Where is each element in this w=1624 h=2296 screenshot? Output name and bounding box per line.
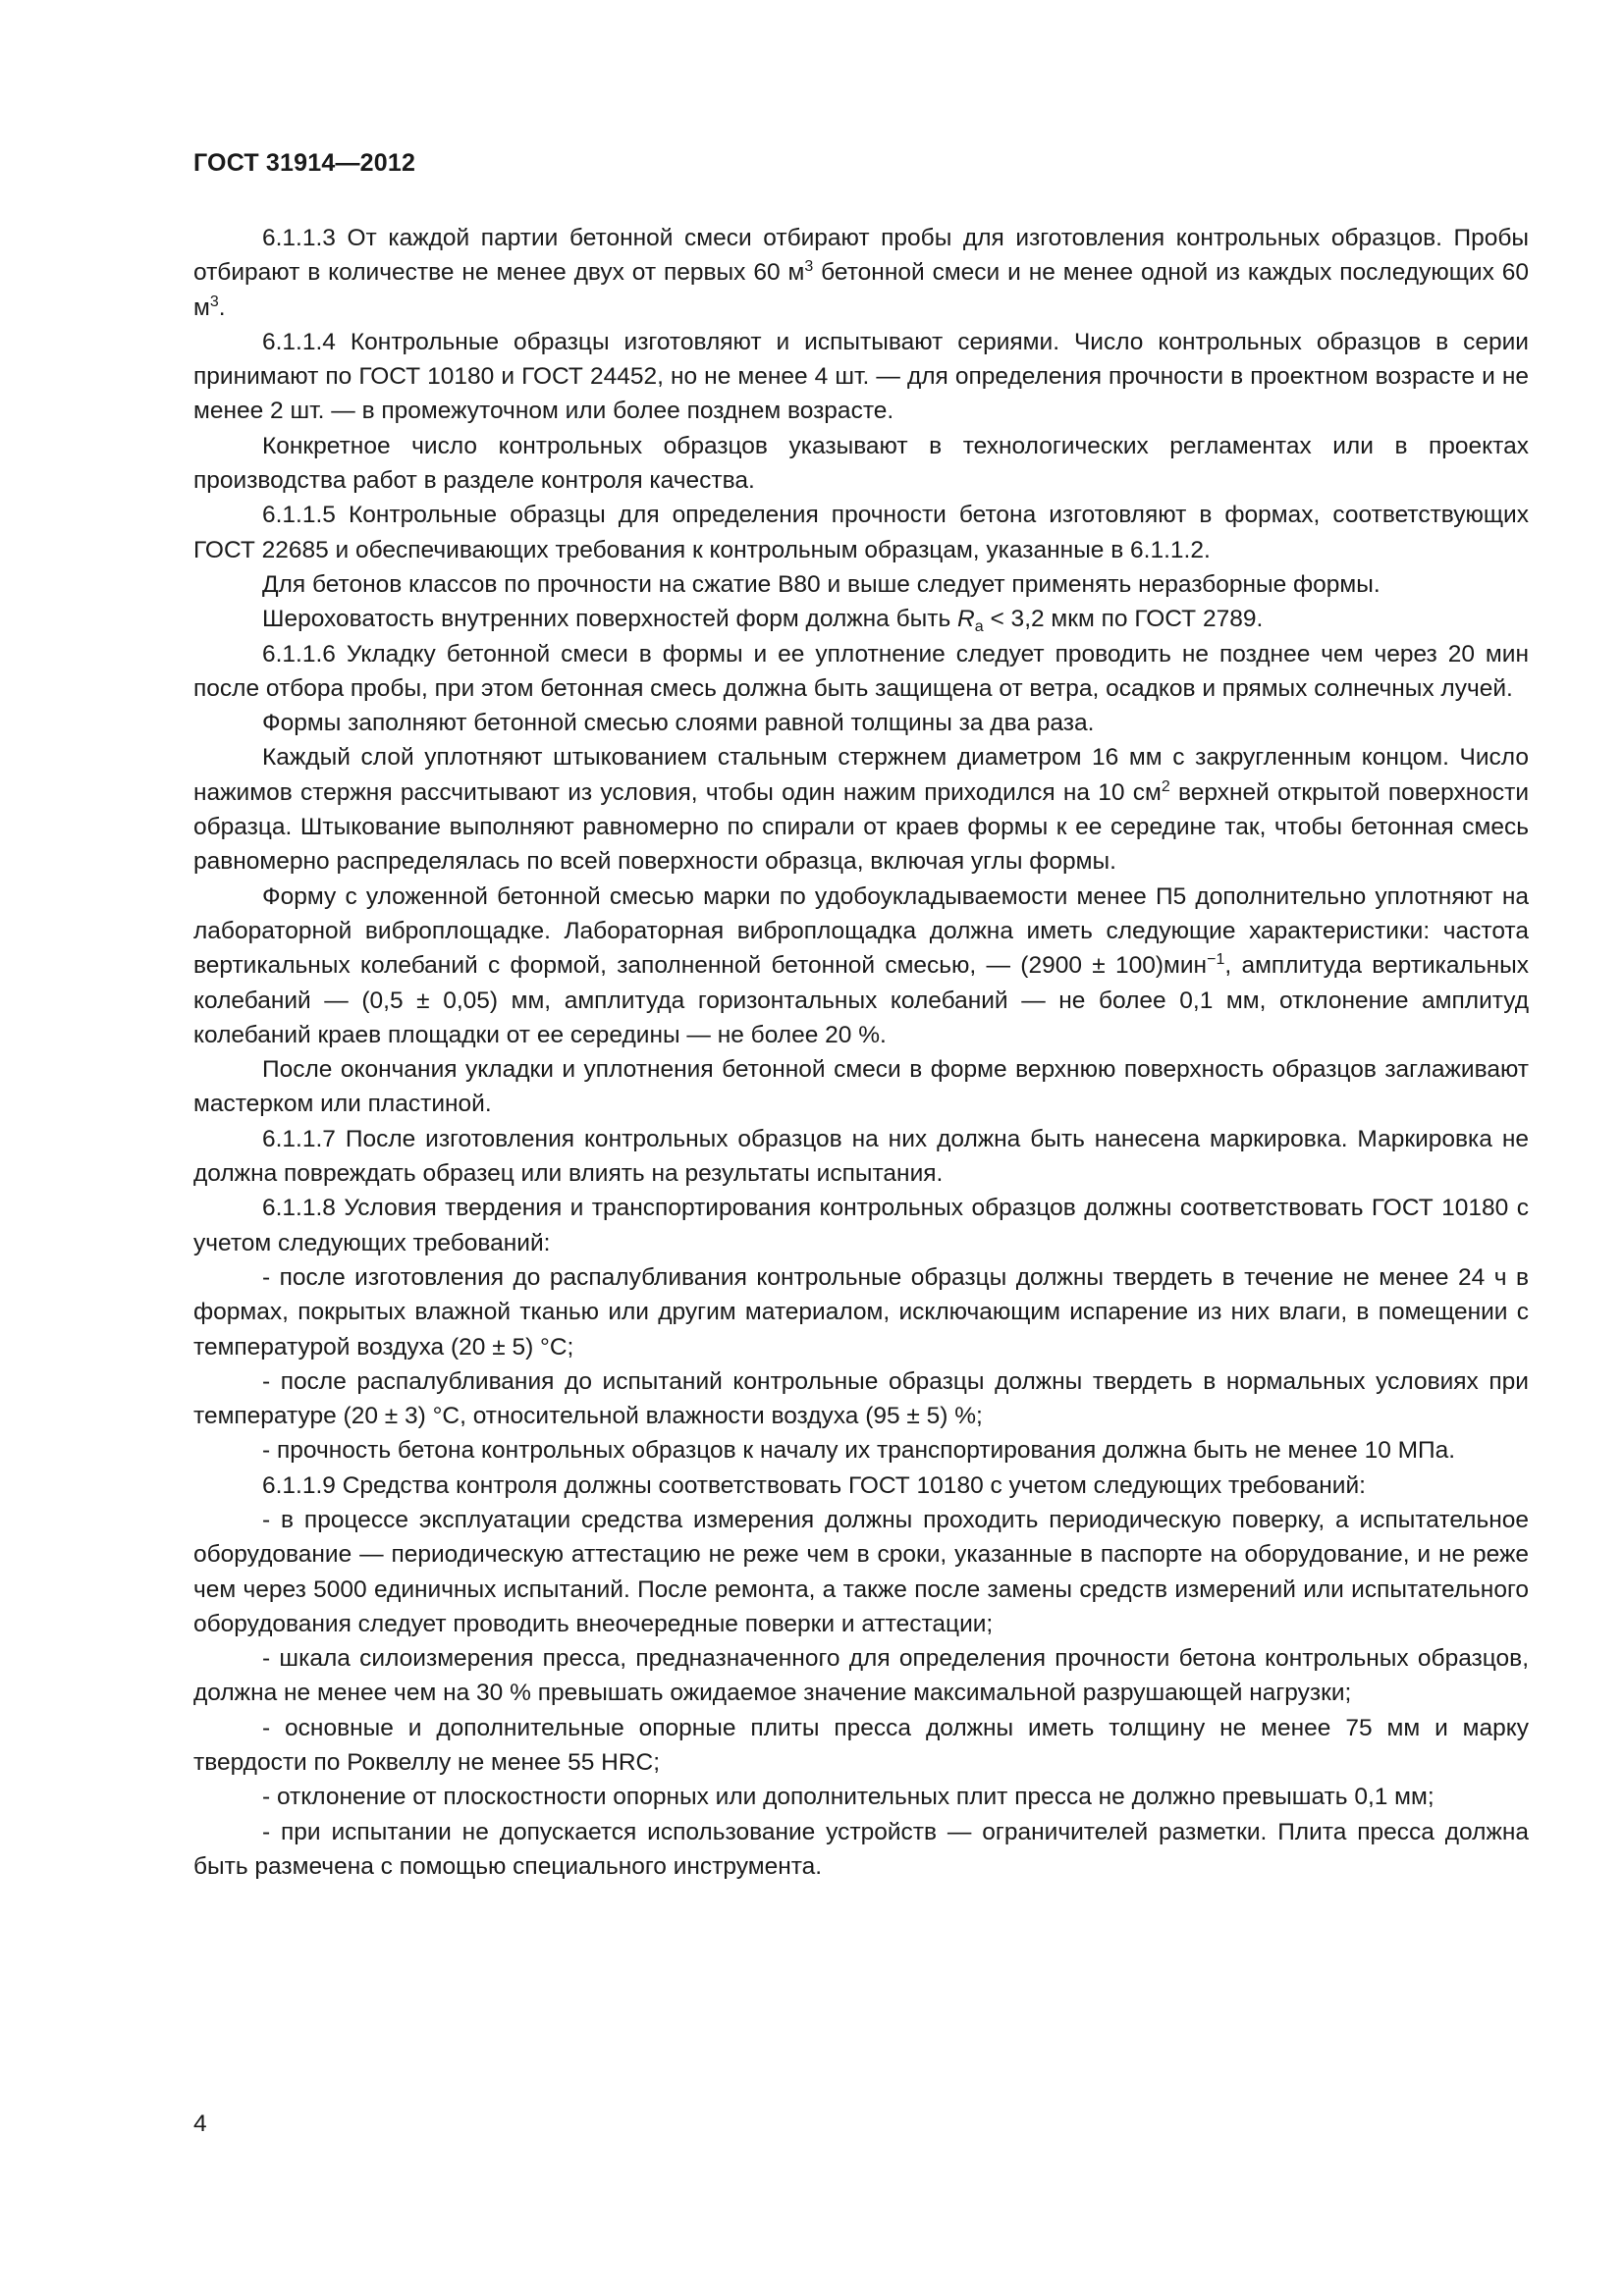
list-item: - отклонение от плоскостности опорных или дополнительных плит пресса не должно превышать 0,1 мм; — [262, 1784, 1435, 1811]
paragraph-6-1-1-7: 6.1.1.7 После изготовления контрольных образцов на них должна быть нанесена маркировка. Маркировка не должна повреждать образец или влиять на результаты испытания. — [193, 1125, 1529, 1188]
paragraph-6-1-1-8: 6.1.1.8 Условия твердения и транспортирования контрольных образцов должны соответствовать ГОСТ 10180 с учетом следующих требований: — [193, 1195, 1529, 1256]
paragraph-text: . — [218, 294, 226, 321]
document-header: ГОСТ 31914—2012 — [193, 149, 416, 177]
document-body — [193, 221, 1529, 1884]
paragraph-text: Каждый слой уплотняют штыкованием стальным стержнем диаметром 16 мм с закругленным концом. Число нажимов стержня рассчитывают из условия, чтобы один нажим приходился на 10 см — [193, 744, 1529, 806]
page-number: 4 — [193, 2110, 207, 2137]
subscript: a — [974, 618, 984, 636]
paragraph-6-1-1-3 — [193, 221, 1529, 325]
list-item: - прочность бетона контрольных образцов к началу их транспортирования должна быть не менее 10 МПа. — [262, 1437, 1456, 1465]
paragraph: Для бетонов классов по прочности на сжатие В80 и выше следует применять неразборные формы. — [262, 570, 1380, 598]
symbol-r: R — [957, 606, 975, 633]
paragraph: Формы заполняют бетонной смесью слоями равной толщины за два раза. — [262, 710, 1095, 737]
superscript: 3 — [209, 293, 219, 310]
list-item: - после изготовления до распалубливания контрольные образцы должны твердеть в течение не менее 24 ч в формах, покрытых влажной тканью или другим материалом, исключающим испарение из них влаги, в помещении с температурой воздуха (20 ± 5) °С; — [193, 1263, 1529, 1361]
list-item: - после распалубливания до испытаний контрольные образцы должны твердеть в нормальных условиях при температуре (20 ± 3) °С, относительной влажности воздуха (95 ± 5) %; — [193, 1367, 1529, 1430]
paragraph-text: бетонной смеси и не менее одной из каждых последующих 60 м — [193, 259, 1529, 321]
paragraph-rodding — [193, 740, 1529, 879]
paragraph-text: 6.1.1.3 От каждой партии бетонной смеси отбирают пробы для изготовления контрольных образцов. Пробы отбирают в количестве не менее двух от первых 60 м — [193, 225, 1529, 287]
paragraph-text: < 3,2 мкм по ГОСТ 2789. — [983, 606, 1264, 633]
paragraph-text: Шероховатость внутренних поверхностей форм должна быть — [262, 606, 958, 633]
paragraph-roughness — [193, 602, 1529, 636]
paragraph-6-1-1-6: 6.1.1.6 Укладку бетонной смеси в формы и ее уплотнение следует проводить не позднее чем через 20 мин после отбора пробы, при этом бетонная смесь должна быть защищена от ветра, осадков и прямых солнечных лучей. — [193, 640, 1529, 702]
paragraph-6-1-1-5: 6.1.1.5 Контрольные образцы для определения прочности бетона изготовляют в формах, соответствующих ГОСТ 22685 и обеспечивающих требования к контрольным образцам, указанные в 6.1.1.2. — [193, 502, 1529, 563]
list-item: - при испытании не допускается использование устройств — ограничителей разметки. Плита пресса должна быть размечена с помощью специального инструмента. — [193, 1818, 1529, 1880]
paragraph-vibration — [193, 880, 1529, 1052]
paragraph-text: верхней открытой поверхности образца. Штыкование выполняют равномерно по спирали от краев формы к ее середине так, чтобы бетонная смесь равномерно распределялась по всей поверхности образца, включая углы формы. — [193, 778, 1530, 876]
paragraph: Конкретное число контрольных образцов указывают в технологических регламентах или в проектах производства работ в разделе контроля качества. — [193, 432, 1529, 495]
paragraph-6-1-1-4: 6.1.1.4 Контрольные образцы изготовляют и испытывают сериями. Число контрольных образцов в серии принимают по ГОСТ 10180 и ГОСТ 24452, но не менее 4 шт. — для определения прочности в проектном возрасте и не менее 2 шт. — в промежуточном или более позднем возрасте. — [193, 328, 1529, 425]
paragraph-text: , амплитуда вертикальных колебаний — (0,5 ± 0,05) мм, амплитуда горизонтальных колебаний — не более 0,1 мм, отклонение амплитуд колебаний краев площадки от ее середины — не более 20 %. — [193, 952, 1529, 1048]
paragraph-6-1-1-9: 6.1.1.9 Средства контроля должны соответствовать ГОСТ 10180 с учетом следующих требований: — [262, 1471, 1366, 1499]
superscript: −1 — [1207, 951, 1225, 969]
paragraph: После окончания укладки и уплотнения бетонной смеси в форме верхнюю поверхность образцов заглаживают мастерком или пластиной. — [193, 1056, 1529, 1118]
superscript: 3 — [804, 258, 814, 276]
superscript: 2 — [1161, 777, 1170, 795]
paragraph-text: Форму с уложенной бетонной смесью марки по удобоукладываемости менее П5 дополнительно уплотняют на лабораторной виброплощадке. Лабораторная виброплощадка должна иметь следующие характеристики: частота вертикальных колебаний с формой, заполненной бетонной смесью, — (2900 ± 100)мин — [193, 882, 1529, 980]
list-item: - в процессе эксплуатации средства измерения должны проходить периодическую поверку, а испытательное оборудование — периодическую аттестацию не реже чем в сроки, указанные в паспорте на оборудование, и не реже чем через 5000 единичных испытаний. После ремонта, а также после замены средств измерений или испытательного оборудования следует проводить внеочередные поверки и аттестации; — [193, 1506, 1529, 1637]
list-item: - основные и дополнительные опорные плиты пресса должны иметь толщину не менее 75 мм и марку твердости по Роквеллу не менее 55 HRC; — [193, 1714, 1529, 1777]
list-item: - шкала силоизмерения пресса, предназначенного для определения прочности бетона контрольных образцов, должна не менее чем на 30 % превышать ожидаемое значение максимальной разрушающей нагрузки; — [193, 1645, 1529, 1707]
